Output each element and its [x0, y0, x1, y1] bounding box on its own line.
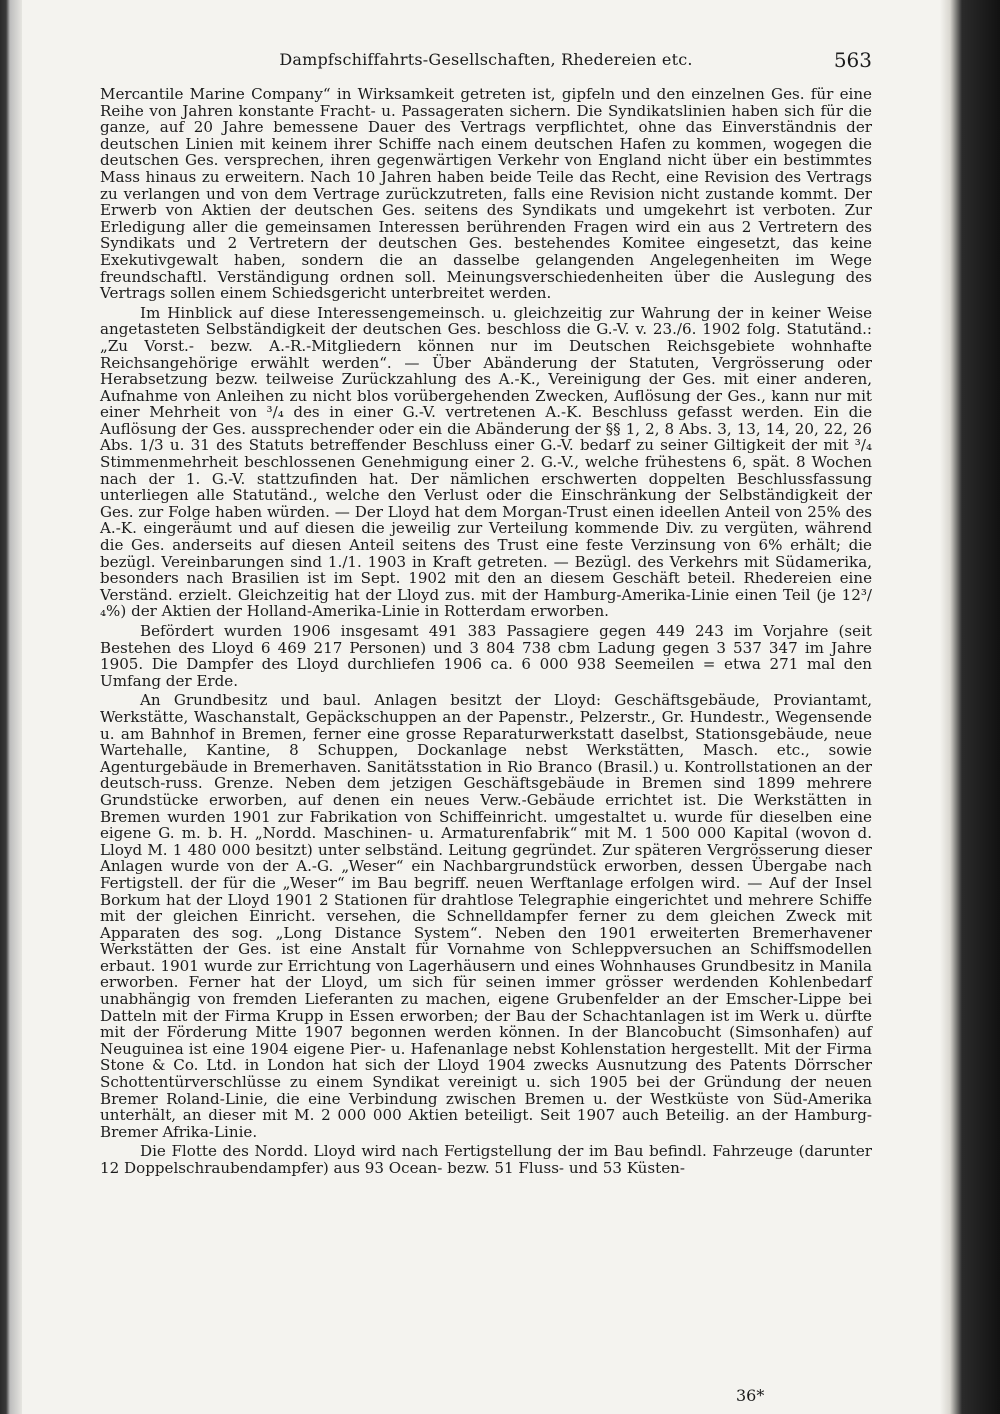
page	[100, 48, 872, 1180]
paragraph-syndicate-contract: Mercantile Marine Company“ in Wirksamkeit getreten ist, gipfeln und den einzelnen Ges. für eine Reihe von Jahren konstante Fracht- u. Passageraten sichern. Die Syndikatslinien haben sich für die ganze, auf 20 Jahre bemessene Dauer des Vertrags verpflichtet, ohne das Einverständnis der deutschen Linien mit keinem ihrer Schiffe nach einem deutschen Hafen zu kommen, wogegen die deutschen Ges. versprechen, ihren gegenwärtigen Verkehr von England nicht über ein bestimmtes Mass hinaus zu erweitern. Nach 10 Jahren haben beide Teile das Recht, eine Revision des Vertrags zu verlangen und von dem Vertrage zurückzutreten, falls eine Revision nicht zustande kommt. Der Erwerb von Aktien der deutschen Ges. seitens des Syndikats und umgekehrt ist verboten. Zur Erledigung aller die gemeinsamen Interessen berührenden Fragen wird ein aus 2 Vertretern des Syndikats und 2 Vertretern der deutschen Ges. bestehendes Komitee eingesetzt, das keine Exekutivgewalt haben, sondern die an dasselbe gelangenden Angelegenheiten im Wege freundschaftl. Verständigung ordnen soll. Meinungsverschiedenheiten über die Auslegung des Vertrags sollen einem Schiedsgericht unterbreitet werden.	[100, 85, 872, 303]
body-text	[100, 86, 872, 1177]
signature-mark: 36*	[736, 1386, 765, 1405]
paragraph-statute-changes: Im Hinblick auf diese Interessengemeinsch. u. gleichzeitig zur Wahrung der in keiner Weise angetasteten Selbständigkeit der deutschen Ges. beschloss die G.-V. v. 23./6. 1902 folg. Statutänd.: „Zu Vorst.- bezw. A.-R.-Mitgliedern können nur im Deutschen Reichsgebiete wohnhafte Reichsangehörige erwählt werden“. — Über Abänderung der Statuten, Vergrösserung oder Herabsetzung bezw. teilweise Zurückzahlung des A.-K., Vereinigung der Ges. mit einer anderen, Aufnahme von Anleihen zu nicht blos vorübergehenden Zwecken, Auflösung der Ges., kann nur mit einer Mehrheit von ³/₄ des in einer G.-V. vertretenen A.-K. Beschluss gefasst werden. Ein die Auflösung der Ges. aussprechender oder ein die Abänderung der §§ 1, 2, 8 Abs. 3, 13, 14, 20, 22, 26 Abs. 1/3 u. 31 des Statuts betreffender Beschluss einer G.-V. bedarf zu seiner Giltigkeit der mit ³/₄ Stimmenmehrheit beschlossenen Genehmigung einer 2. G.-V., welche frühestens 6, spät. 8 Wochen nach der 1. G.-V. stattzufinden hat. Der nämlichen erschwerten doppelten Beschlussfassung unterliegen alle Statutänd., welche den Verlust oder die Einschränkung der Selbständigkeit der Ges. zur Folge haben würden. — Der Lloyd hat dem Morgan-Trust einen ideellen Anteil von 25% des A.-K. eingeräumt und auf diesen die jeweilig zur Verteilung kommende Div. zu vergüten, während die Ges. anderseits auf diesen Anteil seitens des Trust eine feste Verzinsung von 6% erhält; die bezügl. Vereinbarungen sind 1./1. 1903 in Kraft getreten. — Bezügl. des Verkehrs mit Südamerika, besonders nach Brasilien ist im Sept. 1902 mit den an diesem Geschäft beteil. Rhedereien eine Verständ. erzielt. Gleichzeitig hat der Lloyd zus. mit der Hamburg-Amerika-Linie einen Teil (je 12³/₄%) der Aktien der Holland-Amerika-Linie in Rotterdam erworben.	[100, 303, 872, 621]
scan-edge-left	[0, 0, 22, 1414]
scan-edge-right	[940, 0, 1000, 1414]
running-head	[100, 48, 872, 76]
page-number: 563	[833, 48, 872, 72]
running-title: Dampfschiffahrts-Gesellschaften, Rhedereien etc.	[279, 50, 693, 69]
paragraph-property: An Grundbesitz und baul. Anlagen besitzt der Lloyd: Geschäftsgebäude, Proviantamt, Werkstätte, Waschanstalt, Gepäckschuppen an der Papenstr., Pelzerstr., Gr. Hundestr., Wegensende u. am Bahnhof in Bremen, ferner eine grosse Reparaturwerkstatt daselbst, Stationsgebäude, neue Wartehalle, Kantine, 8 Schuppen, Dockanlage nebst Werkstätten, Masch. etc., sowie Agenturgebäude in Bremerhaven. Sanitätsstation in Rio Branco (Brasil.) u. Kontrollstationen an der deutsch-russ. Grenze. Neben dem jetzigen Geschäftsgebäude in Bremen sind 1899 mehrere Grundstücke erworben, auf denen ein neues Verw.-Gebäude errichtet ist. Die Werkstätten in Bremen wurden 1901 zur Fabrikation von Schiffeinricht. umgestaltet u. wurde für dieselben eine eigene G. m. b. H. „Nordd. Maschinen- u. Armaturenfabrik“ mit M. 1 500 000 Kapital (wovon d. Lloyd M. 1 480 000 besitzt) unter selbständ. Leitung gegründet. Zur späteren Vergrösserung dieser Anlagen wurde von der A.-G. „Weser“ ein Nachbargrundstück erworben, dessen Übergabe nach Fertigstell. der für die „Weser“ im Bau begriff. neuen Werftanlage erfolgen wird. — Auf der Insel Borkum hat der Lloyd 1901 2 Stationen für drahtlose Telegraphie eingerichtet und mehrere Schiffe mit der gleichen Einricht. versehen, die Schnelldampfer ferner zu dem gleichen Zweck mit Apparaten des sog. „Long Distance System“. Neben den 1901 erweiterten Bremerhavener Werkstätten der Ges. ist eine Anstalt für Vornahme von Schleppversuchen an Schiffsmodellen erbaut. 1901 wurde zur Errichtung von Lagerhäusern und eines Wohnhauses Grundbesitz in Manila erworben. Ferner hat der Lloyd, um sich für seinen immer grösser werdenden Kohlenbedarf unabhängig von fremden Lieferanten zu machen, eigene Grubenfelder an der Emscher-Lippe bei Datteln mit der Firma Krupp in Essen erworben; der Bau der Schachtanlagen ist im Werk u. dürfte mit der Förderung Mitte 1907 begonnen werden können. In der Blancobucht (Simsonhafen) auf Neuguinea ist eine 1904 eigene Pier- u. Hafenanlage nebst Kohlenstation hergestellt. Mit der Firma Stone & Co. Ltd. in London hat sich der Lloyd 1904 zwecks Ausnutzung des Patents Dörrscher Schottentürverschlüsse zu einem Syndikat vereinigt u. sich 1905 bei der Gründung der neuen Bremer Roland-Linie, die eine Verbindung zwischen Bremen u. der Westküste von Süd-Amerika unterhält, an dieser mit M. 2 000 000 Aktien beteiligt. Seit 1907 auch Beteilig. an der Hamburg-Bremer Afrika-Linie.	[100, 691, 872, 1141]
paragraph-passengers: Befördert wurden 1906 insgesamt 491 383 Passagiere gegen 449 243 im Vorjahre (seit Bestehen des Lloyd 6 469 217 Personen) und 3 804 738 cbm Ladung gegen 3 537 347 im Jahre 1905. Die Dampfer des Lloyd durchliefen 1906 ca. 6 000 938 Seemeilen = etwa 271 mal den Umfang der Erde.	[100, 622, 872, 690]
paragraph-fleet: Die Flotte des Nordd. Lloyd wird nach Fertigstellung der im Bau befindl. Fahrzeuge (darunter 12 Doppelschraubendampfer) aus 93 Ocean- bezw. 51 Fluss- und 53 Küsten-	[100, 1142, 872, 1177]
